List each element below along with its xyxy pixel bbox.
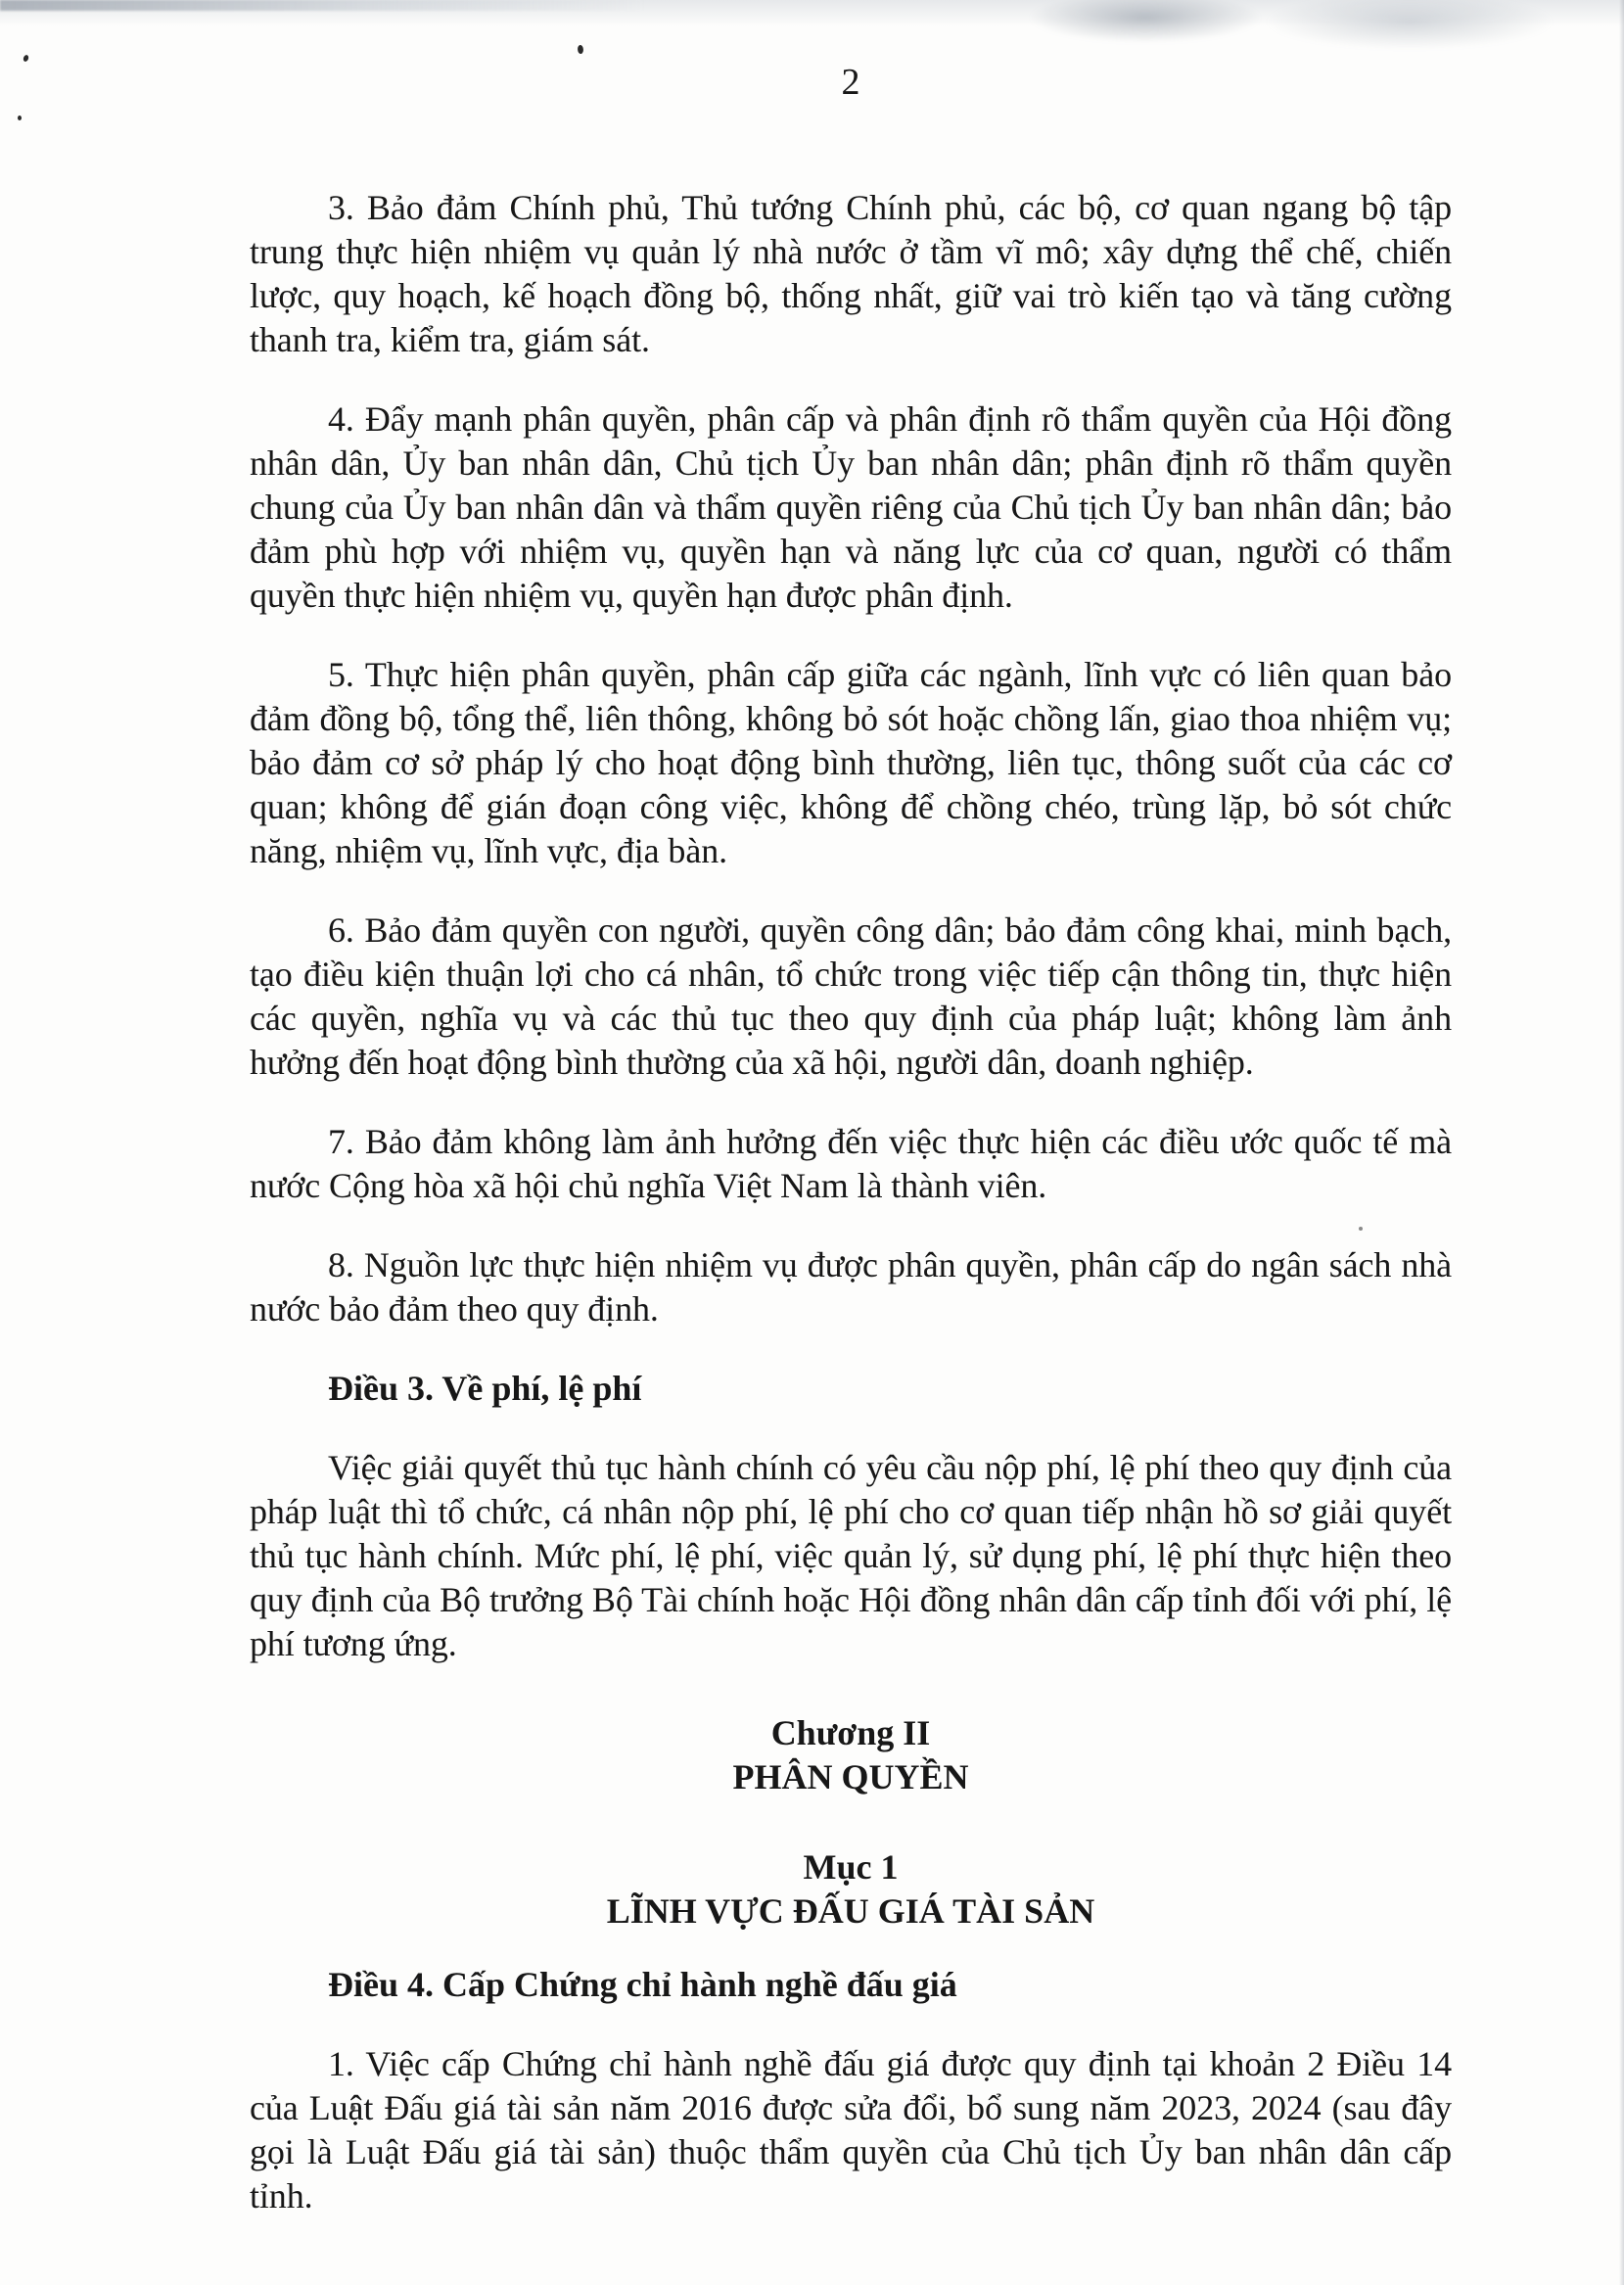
paragraph-clause-8: 8. Nguồn lực thực hiện nhiệm vụ được phân quyền, phân cấp do ngân sách nhà nước bảo đảm theo quy định. [250,1245,1452,1329]
paragraph-clause-6: 6. Bảo đảm quyền con người, quyền công dân; bảo đảm công khai, minh bạch, tạo điều kiện thuận lợi cho cá nhân, tổ chức trong việc tiếp cận thông tin, thực hiện các quyền, nghĩa vụ và các thủ tục theo quy định của pháp luật; không làm ảnh hưởng đến hoạt động bình thường của xã hội, người dân, doanh nghiệp. [250,910,1452,1082]
article-4-heading: Điều 4. Cấp Chứng chỉ hành nghề đấu giá [328,1965,957,2004]
chapter-title: PHÂN QUYỀN [732,1757,969,1796]
paragraph-clause-4: 4. Đẩy mạnh phân quyền, phân cấp và phân định rõ thẩm quyền của Hội đồng nhân dân, Ủy ban nhân dân, Chủ tịch Ủy ban nhân dân; phân định rõ thẩm quyền chung của Ủy ban nhân dân và thẩm quyền riêng của Chủ tịch Ủy ban nhân dân; bảo đảm phù hợp với nhiệm vụ, quyền hạn và năng lực của cơ quan, người có thẩm quyền thực hiện nhiệm vụ, quyền hạn được phân định. [250,399,1452,615]
scan-artifact-speck [23,54,29,62]
section-heading [250,1845,1452,1934]
section-title: LĨNH VỰC ĐẤU GIÁ TÀI SẢN [606,1891,1095,1931]
page-number: 2 [841,62,860,103]
scan-artifact-speck [18,116,22,120]
paragraph-clause-3: 3. Bảo đảm Chính phủ, Thủ tướng Chính phủ, các bộ, cơ quan ngang bộ tập trung thực hiện nhiệm vụ quản lý nhà nước ở tầm vĩ mô; xây dựng thể chế, chiến lược, quy hoạch, kế hoạch đồng bộ, thống nhất, giữ vai trò kiến tạo và tăng cường thanh tra, kiểm tra, giám sát. [250,188,1452,359]
article-3-body: Việc giải quyết thủ tục hành chính có yêu cầu nộp phí, lệ phí theo quy định của pháp luật thì tổ chức, cá nhân nộp phí, lệ phí cho cơ quan tiếp nhận hồ sơ giải quyết thủ tục hành chính. Mức phí, lệ phí, việc quản lý, sử dụng phí, lệ phí thực hiện theo quy định của Bộ trưởng Bộ Tài chính hoặc Hội đồng nhân dân cấp tỉnh đối với phí, lệ phí tương ứng. [250,1448,1452,1663]
paragraph-clause-5: 5. Thực hiện phân quyền, phân cấp giữa các ngành, lĩnh vực có liên quan bảo đảm đồng bộ, tổng thể, liên thông, không bỏ sót hoặc chồng lấn, giao thoa nhiệm vụ; bảo đảm cơ sở pháp lý cho hoạt động bình thường, liên tục, thông suốt của các cơ quan; không để gián đoạn công việc, không để chồng chéo, trùng lặp, bỏ sót chức năng, nhiệm vụ, lĩnh vực, địa bàn. [250,655,1452,870]
text-block [250,0,1452,2254]
chapter-heading [250,1711,1452,1799]
chapter-label: Chương II [770,1713,931,1752]
article-3-heading: Điều 3. Về phí, lệ phí [328,1369,642,1408]
paragraph-clause-7: 7. Bảo đảm không làm ảnh hưởng đến việc thực hiện các điều ước quốc tế mà nước Cộng hòa xã hội chủ nghĩa Việt Nam là thành viên. [250,1122,1452,1205]
scan-artifact-edge [1619,0,1624,2285]
article-4-clause-1: 1. Việc cấp Chứng chỉ hành nghề đấu giá được quy định tại khoản 2 Điều 14 của Luật Đấu giá tài sản năm 2016 được sửa đổi, bổ sung năm 2023, 2024 (sau đây gọi là Luật Đấu giá tài sản) thuộc thẩm quyền của Chủ tịch Ủy ban nhân dân cấp tỉnh. [250,2044,1452,2215]
section-label: Mục 1 [803,1847,899,1887]
